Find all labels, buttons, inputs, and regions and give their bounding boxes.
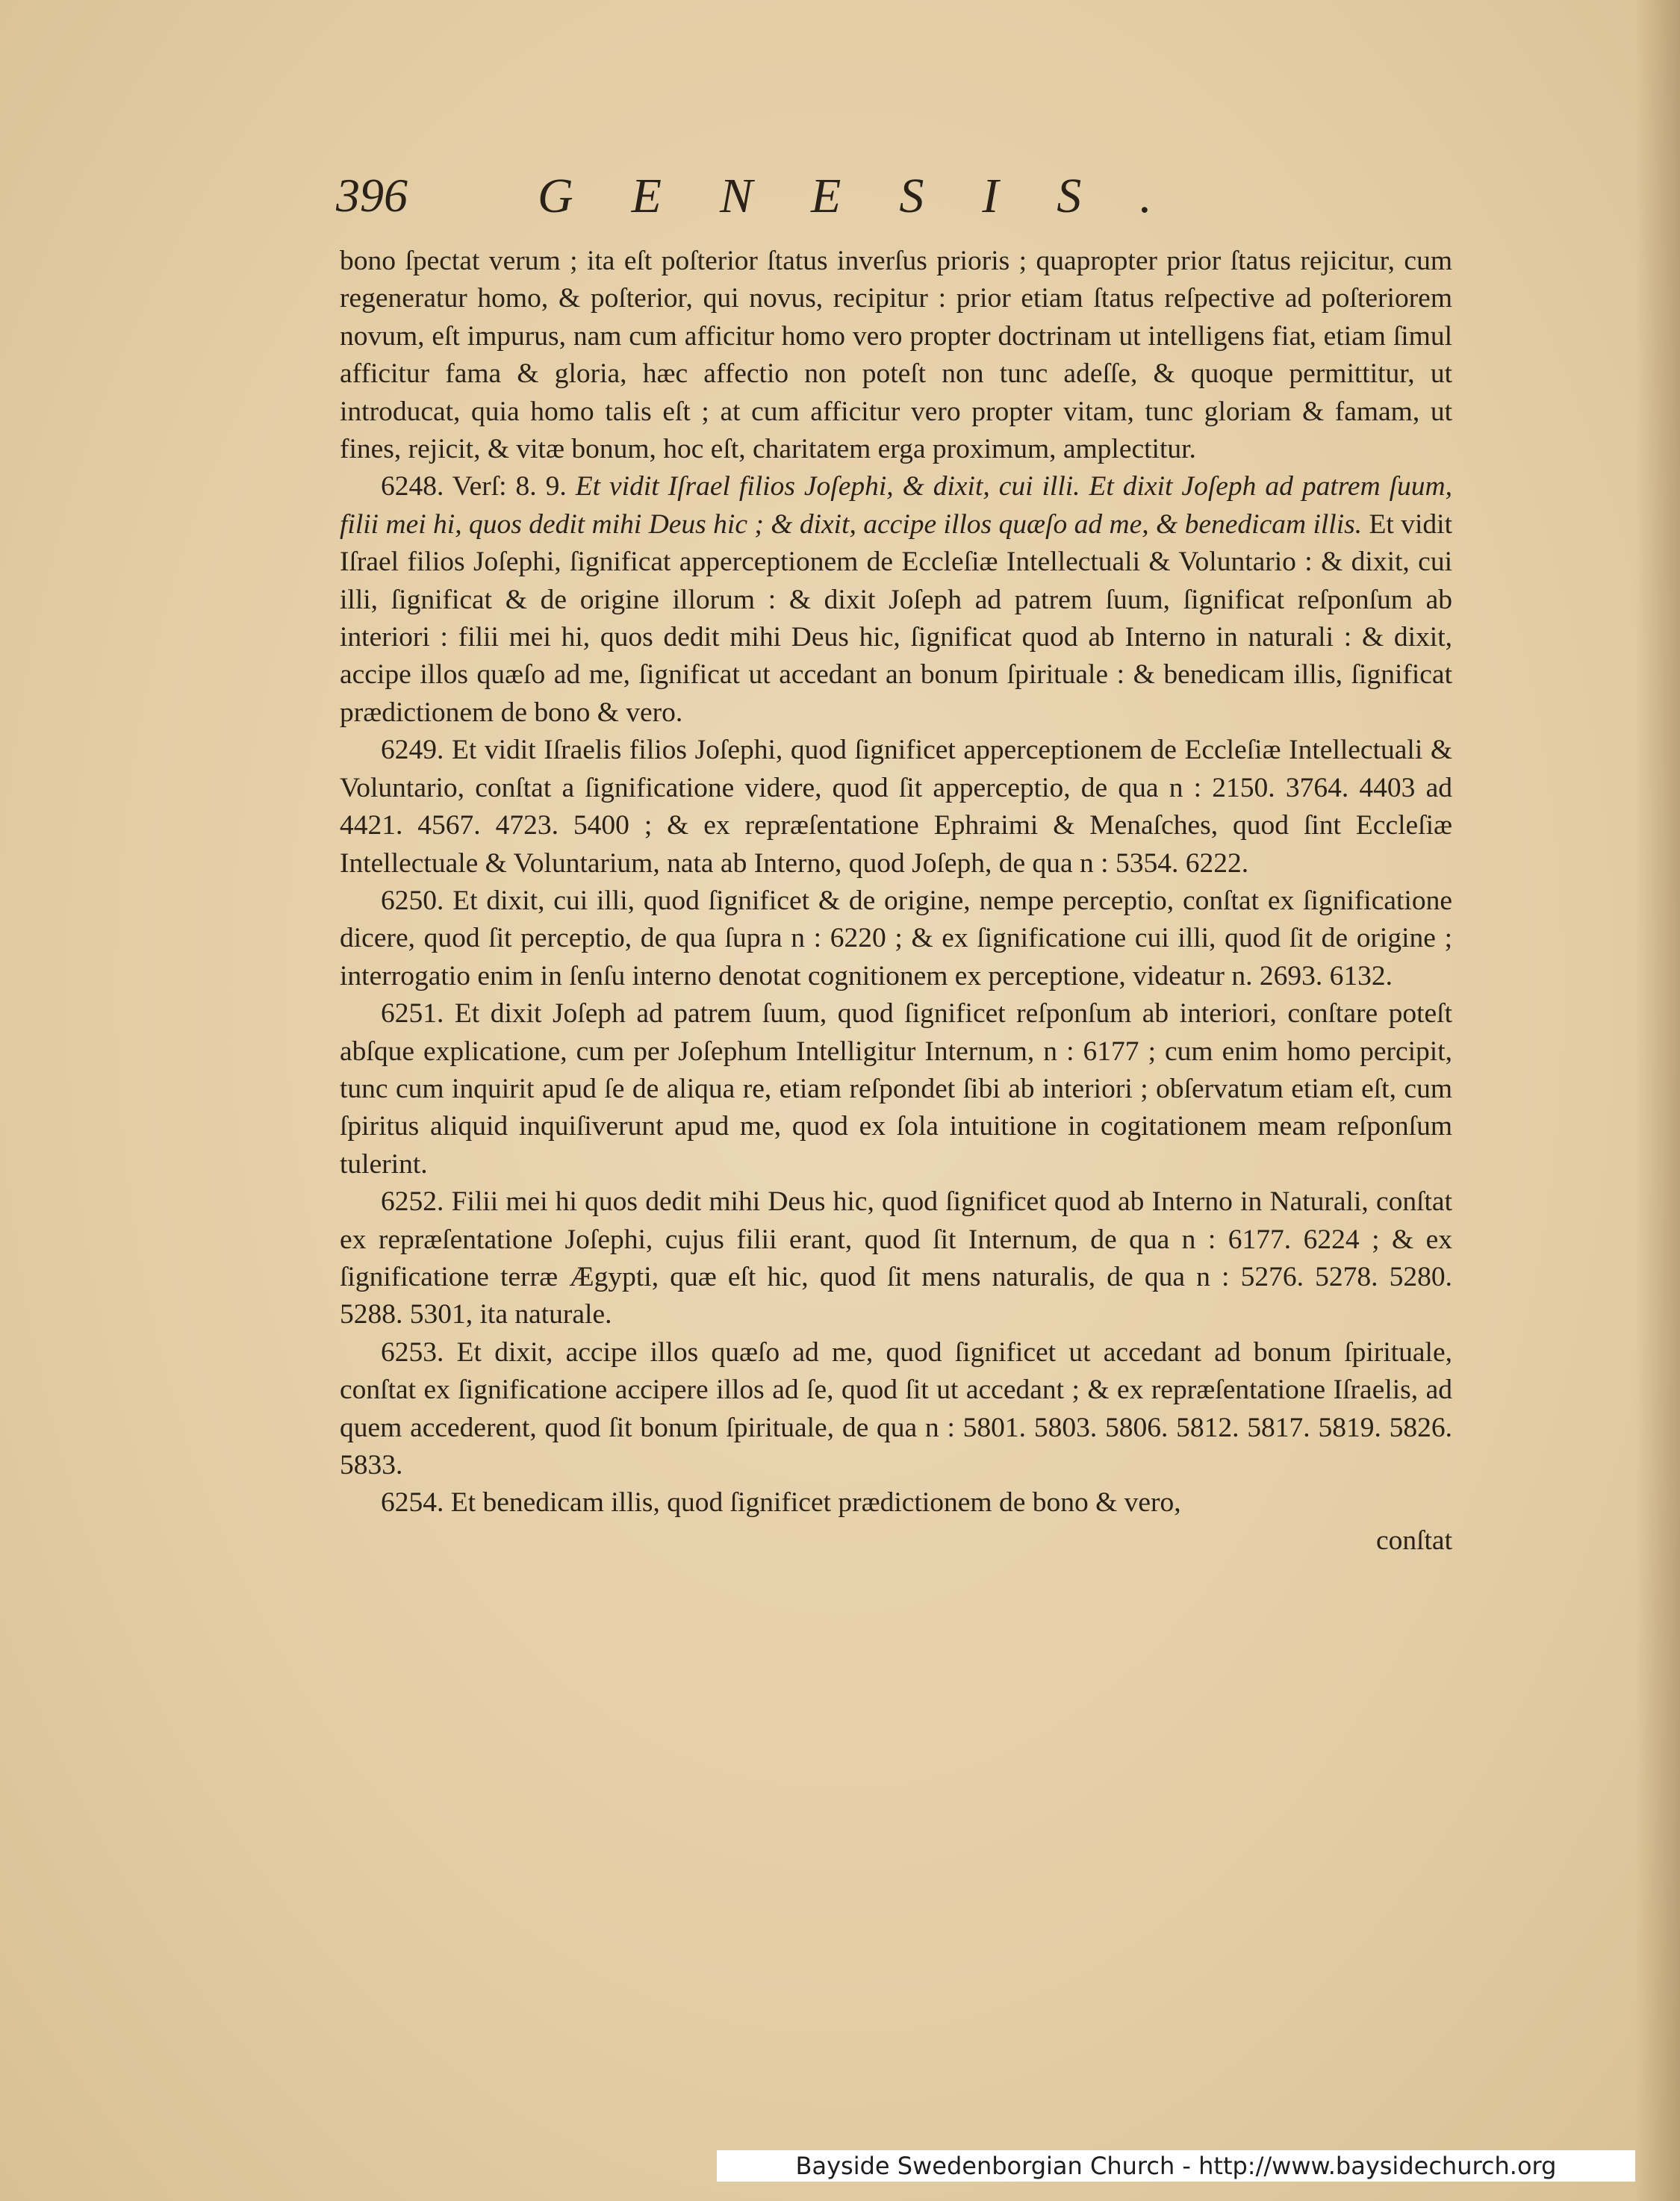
paragraph-6250: 6250. Et dixit, cui illi, quod ſignificet & de origine, nempe perceptio, conſtat ex ſignificatione dicere, quod ſit perceptio, de qua ſupra n : 6220 ; & ex ſignificatione cui illi, quod ſit de origine ; interrogatio enim in ſenſu interno denotat cognitionem ex perceptione, videatur n. 2693. 6132.	[340, 885, 1452, 991]
verse-quotation: Et vidit Iſrael filios Joſephi, & dixit, cui illi. Et dixit Joſeph ad patrem ſuum, filii mei hi, quos dedit mihi Deus hic ; & dixit, accipe illos quæſo ad me, & benedicam illis.	[340, 471, 1453, 540]
page-number: 396	[336, 169, 408, 222]
paragraph-6248	[340, 468, 1452, 732]
verse-reference: 6248. Verſ: 8. 9.	[381, 471, 567, 502]
paragraph-6253: 6253. Et dixit, accipe illos quæſo ad me, quod ſignificet ut accedant ad bonum ſpirituale, conſtat ex ſignificatione accipere illos ad ſe, quod ſit ut accedant ; & ex repræſentatione Iſraelis, ad quem accederent, quod ſit bonum ſpirituale, de qua n : 5801. 5803. 5806. 5812. 5817. 5819. 5826. 5833.	[340, 1336, 1452, 1481]
paragraph-6251: 6251. Et dixit Joſeph ad patrem ſuum, quod ſignificet reſponſum ab interiori, conſtare poteſt abſque explicatione, cum per Joſephum Intelligitur Internum, n : 6177 ; cum enim homo percipit, tunc cum inquirit apud ſe de aliqua re, etiam reſpondet ſibi ab interiori ; obſervatum etiam eſt, cum ſpiritus aliquid inquiſiverunt apud me, quod ex ſola intuitione in cogitationem meam reſponſum tulerint.	[340, 998, 1452, 1180]
page-header	[336, 168, 1269, 235]
running-title: GENESIS.	[538, 169, 1210, 223]
paragraph-6254: 6254. Et benedicam illis, quod ſignificet prædictionem de bono & vero,	[381, 1487, 1181, 1519]
watermark-banner: Bayside Swedenborgian Church - http://www.baysidechurch.org	[717, 2150, 1635, 2182]
verse-explanation: Et vidit Iſrael filios Joſephi, ſignificat apperceptionem de Eccleſiæ Intellectuali & Voluntario : & dixit, cui illi, ſignificat & de origine illorum : & dixit Joſeph ad patrem ſuum, ſignificat reſponſum ab interiori : filii mei hi, quos dedit mihi Deus hic, ſignificat quod ab Interno in naturali : & dixit, accipe illos quæſo ad me, ſignificat ut accedant an bonum ſpirituale : & benedicam illis, ſignificat prædictionem de bono & vero.	[340, 508, 1452, 728]
catchword: conſtat	[1375, 1525, 1452, 1556]
body-text	[340, 243, 1452, 1560]
spine-shadow	[1635, 0, 1680, 2201]
paragraph-6249: 6249. Et vidit Iſraelis filios Joſephi, quod ſignificet apperceptionem de Eccleſiæ Intellectuali & Voluntario, conſtat a ſignificatione videre, quod ſit apperceptio, de qua n : 2150. 3764. 4403 ad 4421. 4567. 4723. 5400 ; & ex repræſentatione Ephraimi & Menaſches, quod ſint Eccleſiæ Intellectuale & Voluntarium, nata ab Interno, quod Joſeph, de qua n : 5354. 6222.	[340, 735, 1452, 879]
paragraph-6252: 6252. Filii mei hi quos dedit mihi Deus hic, quod ſignificet quod ab Interno in Naturali, conſtat ex repræſentatione Joſephi, cujus filii erant, quod ſit Internum, de qua n : 6177. 6224 ; & ex ſignificatione terræ Ægypti, quæ eſt hic, quod ſit mens naturalis, de qua n : 5276. 5278. 5280. 5288. 5301, ita naturale.	[340, 1186, 1452, 1330]
paragraph-continuation: bono ſpectat verum ; ita eſt poſterior ſtatus inverſus prioris ; quapropter prior ſtatus rejicitur, cum regeneratur homo, & poſterior, qui novus, recipitur : prior etiam ſtatus reſpective ad poſteriorem novum, eſt impurus, nam cum afficitur homo vero propter doctrinam ut intelligens fiat, etiam ſimul afficitur fama & gloria, hæc affectio non poteſt non tunc adeſſe, & quoque permittitur, ut introducat, quia homo talis eſt ; at cum afficitur vero propter vitam, tunc gloriam & famam, ut fines, rejicit, & vitæ bonum, hoc eſt, charitatem erga proximum, amplectitur.	[340, 246, 1452, 465]
